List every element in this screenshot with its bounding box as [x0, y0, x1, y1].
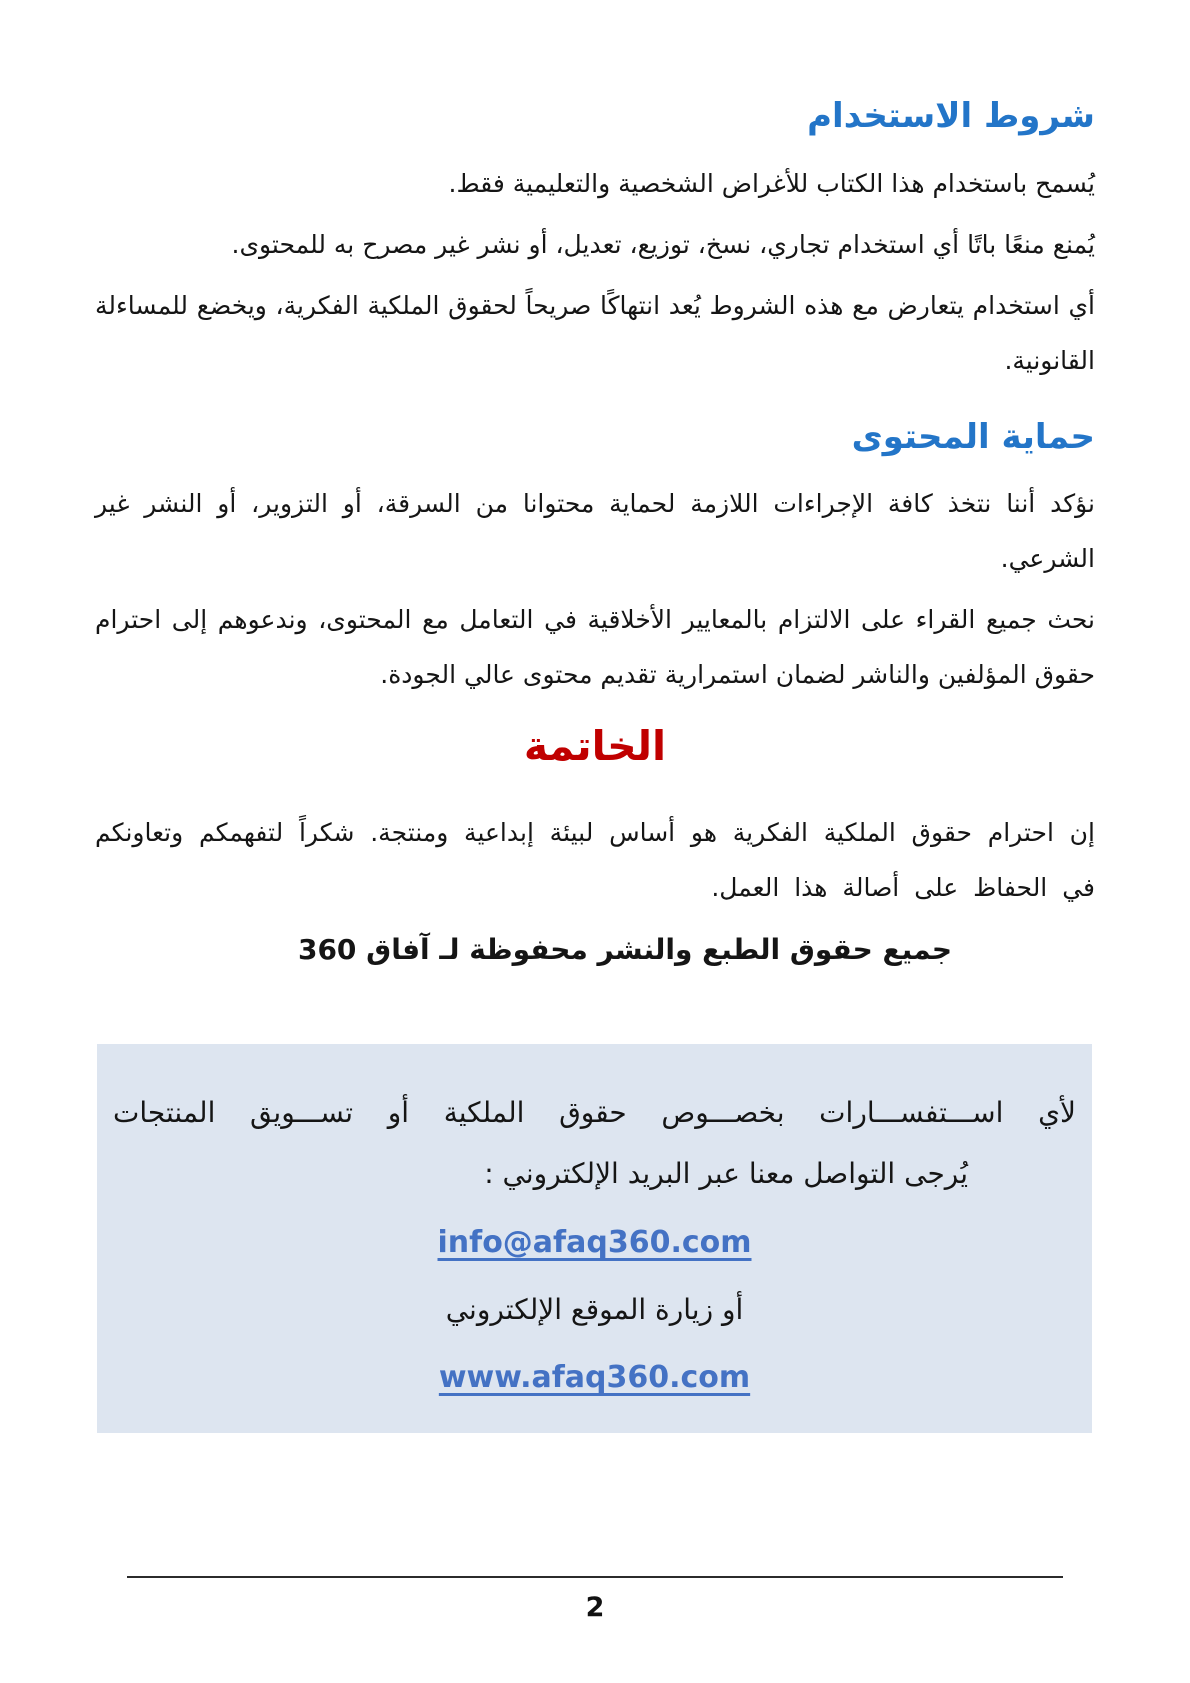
- protection-paragraph-1: نؤكد أننا نتخذ كافة الإجراءات اللازمة لحماية محتوانا من السرقة، أو التزوير، أو النشر غير الشرعي.: [95, 489, 1095, 573]
- terms-heading: شروط الاستخدام: [807, 96, 1095, 136]
- inquiry-line: لأي اســـتفســـارات بخصـــوص حقوق الملكية أو تســـويق المنتجات: [113, 1096, 1076, 1130]
- page-number: 2: [585, 1592, 605, 1623]
- copyright-line: جميع حقوق الطبع والنشر محفوظة لـ آفاق 360: [297, 933, 953, 967]
- protection-paragraph-2: نحث جميع القراء على الالتزام بالمعايير الأخلاقية في التعامل مع المحتوى، وندعوهم إلى احترام حقوق المؤلفين والناشر لضمان استمرارية تقديم محتوى عالي الجودة.: [95, 605, 1095, 689]
- website-link[interactable]: www.afaq360.com: [438, 1360, 751, 1396]
- terms-paragraph-1: يُسمح باستخدام هذا الكتاب للأغراض الشخصية والتعليمية فقط.: [448, 168, 1095, 198]
- website-intro-line: أو زيارة الموقع الإلكتروني: [445, 1292, 744, 1326]
- protection-heading: حماية المحتوى: [851, 416, 1095, 457]
- email-intro-line: يُرجى التواصل معنا عبر البريد الإلكتروني :: [484, 1157, 968, 1191]
- contact-box: [97, 1044, 1092, 1433]
- terms-paragraph-3: أي استخدام يتعارض مع هذه الشروط يُعد انتهاكًا صريحاً لحقوق الملكية الفكرية، ويخضع للمساءلة القانونية.: [95, 290, 1095, 375]
- page-footer: [0, 1576, 1190, 1683]
- conclusion-heading: الخاتمة: [523, 722, 667, 770]
- email-link[interactable]: info@afaq360.com: [437, 1224, 752, 1260]
- conclusion-paragraph: إن احترام حقوق الملكية الفكرية هو أساس لبيئة إبداعية ومنتجة. شكراً لتفهمكم وتعاونكم في الحفاظ على أصالة هذا العمل.: [95, 818, 1095, 903]
- footer-divider: [127, 1576, 1063, 1578]
- terms-paragraph-2: يُمنع منعًا باتًا أي استخدام تجاري، نسخ، توزيع، تعديل، أو نشر غير مصرح به للمحتوى.: [231, 229, 1095, 259]
